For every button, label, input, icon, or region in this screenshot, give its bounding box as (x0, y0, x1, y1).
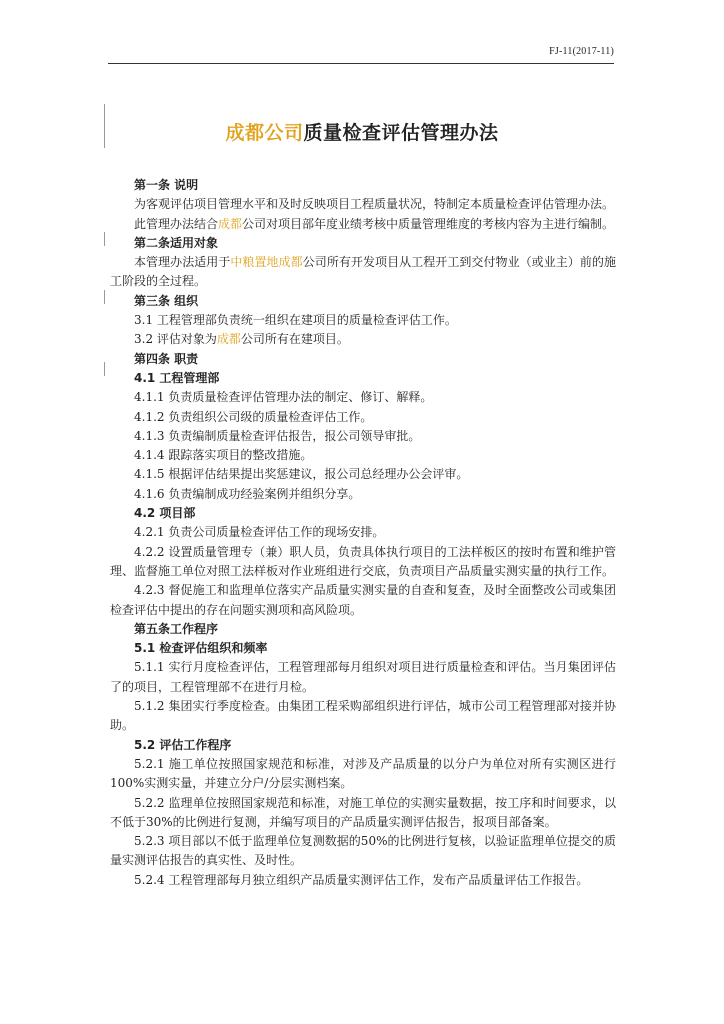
margin-mark (104, 232, 105, 246)
list-item: 4.1.6 负责编制成功经验案例并组织分享。 (134, 486, 361, 501)
list-item: 4.1.4 跟踪落实项目的整改措施。 (134, 448, 313, 463)
subsection-heading: 4.2 项目部 (134, 506, 196, 521)
list-item: 4.2.3 督促施工和监理单位落实产品质量实测实量的自查和复查，及时全面整改公司或集团检查评估中提出的存在问题实测项和高风险项。 (110, 583, 616, 617)
paragraph: 本管理办法适用于中粮置地成都公司所有开发项目从工程开工到交付物业（或业主）前的施工阶段的全过程。 (110, 255, 616, 289)
subsection-heading: 5.1 检查评估组织和频率 (134, 641, 268, 656)
header-rule (108, 63, 614, 64)
list-item: 5.2.2 监理单位按照国家规范和标准，对施工单位的实测实量数据，按工序和时间要求，以不低于30%的比例进行复测，并编写项目的产品质量实测评估报告，报项目部备案。 (110, 795, 616, 829)
list-item: 5.2.4 工程管理部每月独立组织产品质量实测评估工作，发布产品质量评估工作报告。 (134, 872, 589, 887)
section-heading: 第四条 职责 (134, 351, 199, 366)
page-title (0, 118, 724, 145)
section-heading: 第五条工作程序 (134, 621, 219, 636)
list-item: 3.2 评估对象为成都公司所有在建项目。 (134, 332, 349, 347)
list-item: 5.1.1 实行月度检查评估，工程管理部每月组织对项目进行质量检查和评估。当月集团评估了的项目，工程管理部不在进行月检。 (110, 660, 616, 694)
list-item: 5.2.1 施工单位按照国家规范和标准，对涉及产品质量的以分户为单位对所有实测区进行100%实测实量，并建立分户/分层实测档案。 (110, 756, 616, 791)
list-item: 4.2.1 负责公司质量检查评估工作的现场安排。 (134, 525, 385, 540)
section-heading: 第二条适用对象 (134, 235, 219, 250)
document-body (110, 176, 616, 890)
paragraph: 此管理办法结合成都公司对项目部年度业绩考核中质量管理维度的考核内容为主进行编制。 (134, 216, 615, 231)
paragraph: 为客观评估项目管理水平和及时反映项目工程质量状况，特制定本质量检查评估管理办法。 (134, 197, 615, 212)
section-heading: 第三条 组织 (134, 293, 199, 308)
list-item: 4.2.2 设置质量管理专（兼）职人员，负责具体执行项目的工法样板区的按时布置和维护管理、监督施工单位对照工法样板对作业班组进行交底，负责项目产品质量实测实量的执行工作。 (110, 544, 616, 578)
subsection-heading: 5.2 评估工作程序 (134, 737, 232, 752)
document-code: FJ-11(2017-11) (549, 46, 614, 57)
list-item: 4.1.2 负责组织公司级的质量检查评估工作。 (134, 409, 373, 424)
margin-mark (104, 290, 105, 304)
section-heading: 第一条 说明 (134, 178, 199, 192)
list-item: 4.1.5 根据评估结果提出奖惩建议，报公司总经理办公会评审。 (134, 467, 469, 482)
highlight-text: 中粮置地成都 (230, 255, 303, 270)
list-item: 4.1.1 负责质量检查评估管理办法的制定、修订、解释。 (134, 390, 433, 405)
title-rest: 质量检查评估管理办法 (303, 122, 499, 144)
list-item: 4.1.3 负责编制质量检查评估报告，报公司领导审批。 (134, 428, 421, 443)
list-item: 5.1.2 集团实行季度检查。由集团工程采购部组织进行评估，城市公司工程管理部对接并协助。 (110, 699, 616, 733)
list-item: 3.1 工程管理部负责统一组织在建项目的质量检查评估工作。 (134, 313, 457, 328)
subsection-heading: 4.1 工程管理部 (134, 370, 220, 385)
list-item: 5.2.3 项目部以不低于监理单位复测数据的50%的比例进行复核，以验证监理单位提交的质量实测评估报告的真实性、及时性。 (110, 834, 616, 868)
title-highlight: 成都公司 (225, 122, 304, 144)
margin-mark (104, 362, 105, 376)
highlight-text: 成都 (218, 216, 243, 231)
highlight-text: 成都 (216, 332, 241, 347)
